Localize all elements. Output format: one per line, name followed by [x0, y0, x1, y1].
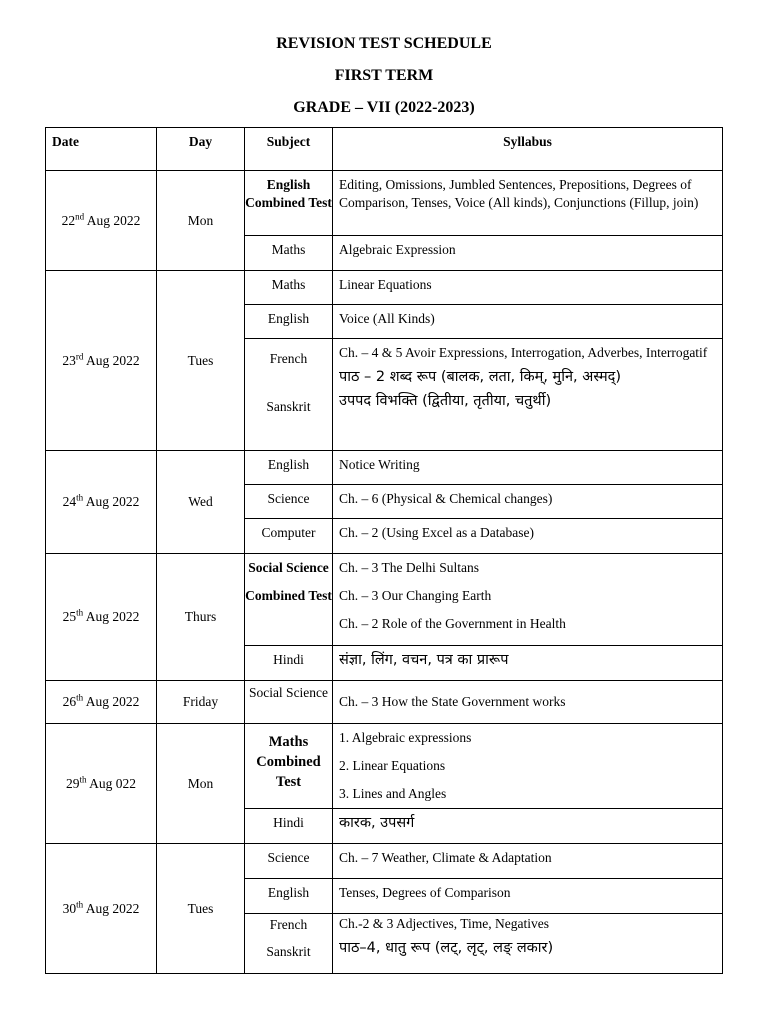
- syllabus-line: 3. Lines and Angles: [339, 786, 447, 801]
- col-header-syllabus: Syllabus: [333, 128, 723, 171]
- day-cell: Wed: [157, 451, 245, 554]
- syllabus-cell: संज्ञा, लिंग, वचन, पत्र का प्रारूप: [333, 646, 723, 681]
- subject-cell: [245, 914, 333, 974]
- subject-social-science: Social Science: [248, 560, 329, 575]
- table-row: [46, 844, 723, 879]
- day-cell: Tues: [157, 271, 245, 451]
- date-day: 23: [62, 352, 76, 368]
- syllabus-line: Ch. – 4 & 5 Avoir Expressions, Interrogation, Adverbes, Interrogatif: [339, 345, 708, 360]
- subject-cell: [245, 339, 333, 451]
- date-suffix: th: [76, 899, 84, 909]
- col-header-subject: Subject: [245, 128, 333, 171]
- doc-title: REVISION TEST SCHEDULE: [276, 35, 492, 52]
- subject-cell: Maths: [245, 271, 333, 305]
- syllabus-line: उपपद विभक्ति (द्वितीया, तृतीया, चतुर्थी): [339, 393, 552, 409]
- table-row: [46, 554, 723, 646]
- table-row: [46, 724, 723, 809]
- syllabus-cell: Notice Writing: [333, 451, 723, 485]
- grade-heading: GRADE – VII (2022-2023): [293, 99, 475, 116]
- term-heading: FIRST TERM: [334, 67, 434, 84]
- date-rest: Aug 2022: [83, 694, 140, 709]
- subject-sanskrit: Sanskrit: [266, 944, 311, 959]
- syllabus-cell: [333, 339, 723, 451]
- date-rest: Aug 2022: [83, 900, 140, 916]
- subject-cell: Science: [245, 485, 333, 519]
- day-cell: Mon: [157, 171, 245, 271]
- table-row: [46, 271, 723, 305]
- date-suffix: nd: [75, 211, 85, 221]
- syllabus-cell: Editing, Omissions, Jumbled Sentences, Prepositions, Degrees of Comparison, Tenses, Voice (All kinds), Conjunctions (Fillup, join): [333, 171, 723, 236]
- subject-cell: Hindi: [245, 646, 333, 681]
- subject-cell: English: [245, 305, 333, 339]
- subject-cell: Computer: [245, 519, 333, 554]
- syllabus-cell: Tenses, Degrees of Comparison: [333, 879, 723, 914]
- syllabus-line: 1. Algebraic expressions: [339, 730, 472, 745]
- syllabus-cell: Voice (All Kinds): [333, 305, 723, 339]
- date-suffix: rd: [75, 351, 84, 361]
- subject-cell: Hindi: [245, 809, 333, 844]
- date-rest: Aug 2022: [83, 494, 140, 509]
- subject-cell: English: [245, 879, 333, 914]
- table-row: [46, 171, 723, 236]
- subject-cell: Science: [245, 844, 333, 879]
- date-rest: Aug 022: [86, 775, 137, 791]
- date-cell: [46, 271, 157, 451]
- subject-cell: Maths: [245, 236, 333, 271]
- date-cell: [46, 171, 157, 271]
- syllabus-cell: [333, 554, 723, 646]
- date-rest: Aug 2022: [83, 609, 140, 624]
- date-day: 24: [62, 494, 77, 509]
- day-cell: Thurs: [157, 554, 245, 681]
- date-suffix: th: [76, 607, 84, 618]
- date-suffix: th: [76, 492, 84, 503]
- subject-cell: English: [245, 451, 333, 485]
- schedule-table: [45, 127, 723, 974]
- syllabus-cell: [333, 914, 723, 974]
- syllabus-line: Ch. – 3 Our Changing Earth: [339, 588, 492, 603]
- table-header-row: [46, 128, 723, 171]
- col-header-day: Day: [157, 128, 245, 171]
- subject-cell: [245, 554, 333, 646]
- syllabus-line: Ch.-2 & 3 Adjectives, Time, Negatives: [339, 916, 549, 931]
- subject-cell: English Combined Test: [245, 171, 333, 236]
- syllabus-cell: Algebraic Expression: [333, 236, 723, 271]
- syllabus-cell: Linear Equations: [333, 271, 723, 305]
- day-cell: Tues: [157, 844, 245, 974]
- syllabus-cell: Ch. – 6 (Physical & Chemical changes): [333, 485, 723, 519]
- date-cell: [46, 554, 157, 681]
- table-row: [46, 451, 723, 485]
- date-cell: [46, 844, 157, 974]
- subject-cell: Maths Combined Test: [245, 724, 333, 809]
- syllabus-cell: [333, 724, 723, 809]
- subject-sanskrit: Sanskrit: [266, 399, 311, 414]
- syllabus-cell: Ch. – 7 Weather, Climate & Adaptation: [333, 844, 723, 879]
- date-rest: Aug 2022: [84, 212, 141, 228]
- date-day: 26: [62, 694, 77, 709]
- date-cell: [46, 724, 157, 844]
- date-day: 22: [61, 212, 76, 228]
- subject-cell: Social Science: [245, 681, 333, 724]
- syllabus-line: पाठ – 2 शब्द रूप (बालक, लता, किम्, मुनि, अस्मद्): [339, 369, 621, 385]
- syllabus-line: Ch. – 2 Role of the Government in Health: [339, 616, 566, 631]
- subject-french: French: [269, 351, 308, 366]
- syllabus-line: 2. Linear Equations: [339, 758, 446, 773]
- syllabus-line: पाठ–4, धातु रूप (लट्, लृट्, लङ् लकार): [339, 940, 554, 956]
- syllabus-cell: कारक, उपसर्ग: [333, 809, 723, 844]
- subject-combined-test: Combined Test: [245, 588, 332, 603]
- date-suffix: th: [76, 692, 84, 703]
- syllabus-cell: Ch. – 3 How the State Government works: [333, 681, 723, 724]
- date-rest: Aug 2022: [83, 352, 140, 368]
- day-cell: Friday: [157, 681, 245, 724]
- date-cell: [46, 451, 157, 554]
- date-cell: [46, 681, 157, 724]
- date-day: 30: [62, 900, 77, 916]
- subject-french: French: [269, 917, 308, 932]
- day-cell: Mon: [157, 724, 245, 844]
- date-day: 29: [65, 775, 80, 791]
- date-day: 25: [62, 609, 77, 624]
- date-suffix: th: [79, 774, 87, 784]
- col-header-date: Date: [46, 128, 157, 171]
- syllabus-cell: Ch. – 2 (Using Excel as a Database): [333, 519, 723, 554]
- table-row: [46, 681, 723, 724]
- syllabus-line: Ch. – 3 The Delhi Sultans: [339, 560, 479, 575]
